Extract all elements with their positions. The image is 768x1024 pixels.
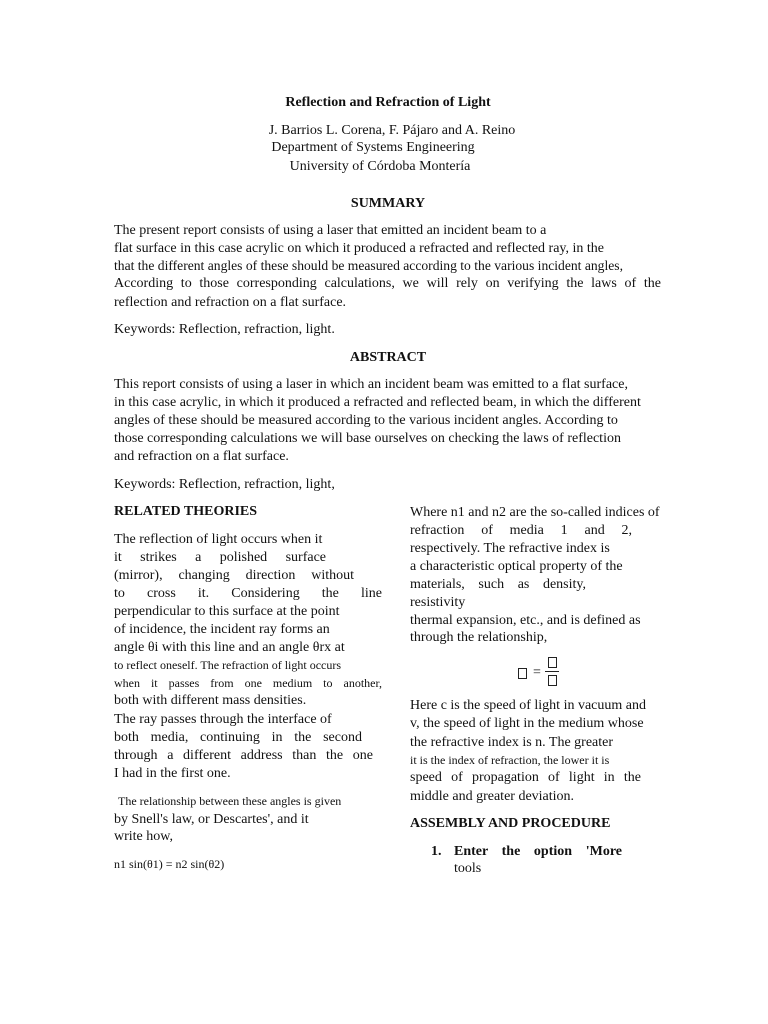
summary-line: flat surface in this case acrylic on which it produced a refracted and reflected ray, in the <box>114 241 605 256</box>
snell-equation: n1 sin(θ1) = n2 sin(θ2) <box>114 857 225 871</box>
related-line: it strikes a polished surface <box>114 550 326 565</box>
related-line: through a different address than the one <box>114 748 373 763</box>
related-heading: RELATED THEORIES <box>114 504 258 519</box>
abstract-line: in this case acrylic, in which it produced a refracted and reflected beam, in which the different <box>114 395 641 410</box>
related-line: The ray passes through the interface of <box>114 712 332 727</box>
right-line: resistivity <box>410 595 466 610</box>
list-item-line: tools <box>454 861 482 876</box>
snell-line: by Snell's law, or Descartes', and it <box>114 812 309 827</box>
list-number: 1. <box>431 844 442 859</box>
related-line: when it passes from one medium to another, <box>114 676 382 690</box>
summary-keywords: Keywords: Reflection, refraction, light. <box>114 322 335 337</box>
fraction-bar <box>545 671 559 672</box>
paper-title: Reflection and Refraction of Light <box>285 95 491 110</box>
related-line: angle θi with this line and an angle θrx at <box>114 640 345 655</box>
formula-equals: = <box>533 665 541 680</box>
related-line: (mirror), changing direction without <box>114 568 354 583</box>
right-line: respectively. The refractive index is <box>410 541 610 556</box>
abstract-keywords: Keywords: Reflection, refraction, light, <box>114 477 335 492</box>
related-line: to cross it. Considering the line <box>114 586 382 601</box>
right-line: Where n1 and n2 are the so-called indices of <box>410 505 660 520</box>
related-line: both media, continuing in the second <box>114 730 362 745</box>
assembly-heading: ASSEMBLY AND PROCEDURE <box>410 816 611 831</box>
right-line: a characteristic optical property of the <box>410 559 623 574</box>
summary-heading: SUMMARY <box>350 196 426 211</box>
university: University of Córdoba Montería <box>289 159 471 174</box>
related-line: both with different mass densities. <box>114 693 307 708</box>
snell-line: The relationship between these angles is given <box>118 794 342 808</box>
authors: J. Barrios L. Corena, F. Pájaro and A. Reino <box>268 123 516 138</box>
related-line: of incidence, the incident ray forms an <box>114 622 330 637</box>
related-line: perpendicular to this surface at the point <box>114 604 340 619</box>
summary-line: According to those corresponding calculations, we will rely on verifying the laws of the <box>114 276 661 291</box>
summary-line: that the different angles of these should be measured according to the various incident angles, <box>114 258 623 273</box>
abstract-line: and refraction on a flat surface. <box>114 449 289 464</box>
right-line: thermal expansion, etc., and is defined as <box>410 613 641 628</box>
abstract-line: This report consists of using a laser in which an incident beam was emitted to a flat surface, <box>114 377 628 392</box>
summary-line: The present report consists of using a laser that emitted an incident beam to a <box>114 223 547 238</box>
summary-line: reflection and refraction on a flat surface. <box>114 295 347 310</box>
abstract-line: those corresponding calculations we will base ourselves on checking the laws of reflection <box>114 431 621 446</box>
right-line: middle and greater deviation. <box>410 789 575 804</box>
related-line: I had in the first one. <box>114 766 231 781</box>
missing-glyph-icon <box>548 657 557 668</box>
right-line: Here c is the speed of light in vacuum and <box>410 698 646 713</box>
related-line: to reflect oneself. The refraction of light occurs <box>114 658 342 672</box>
department: Department of Systems Engineering <box>271 140 475 155</box>
right-line: it is the index of refraction, the lower it is <box>410 753 610 767</box>
right-line: v, the speed of light in the medium whose <box>410 716 644 731</box>
right-line: the refractive index is n. The greater <box>410 735 614 750</box>
missing-glyph-icon <box>548 675 557 686</box>
related-line: The reflection of light occurs when it <box>114 532 323 547</box>
missing-glyph-icon <box>518 668 527 679</box>
abstract-line: angles of these should be measured according to the various incident angles. According to <box>114 413 618 428</box>
abstract-heading: ABSTRACT <box>349 350 427 365</box>
snell-line: write how, <box>114 829 173 844</box>
right-line: speed of propagation of light in the <box>410 770 641 785</box>
list-item-line: Enter the option 'More <box>454 844 622 859</box>
right-line: through the relationship, <box>410 630 548 645</box>
right-line: materials, such as density, <box>410 577 586 592</box>
right-line: refraction of media 1 and 2, <box>410 523 632 538</box>
